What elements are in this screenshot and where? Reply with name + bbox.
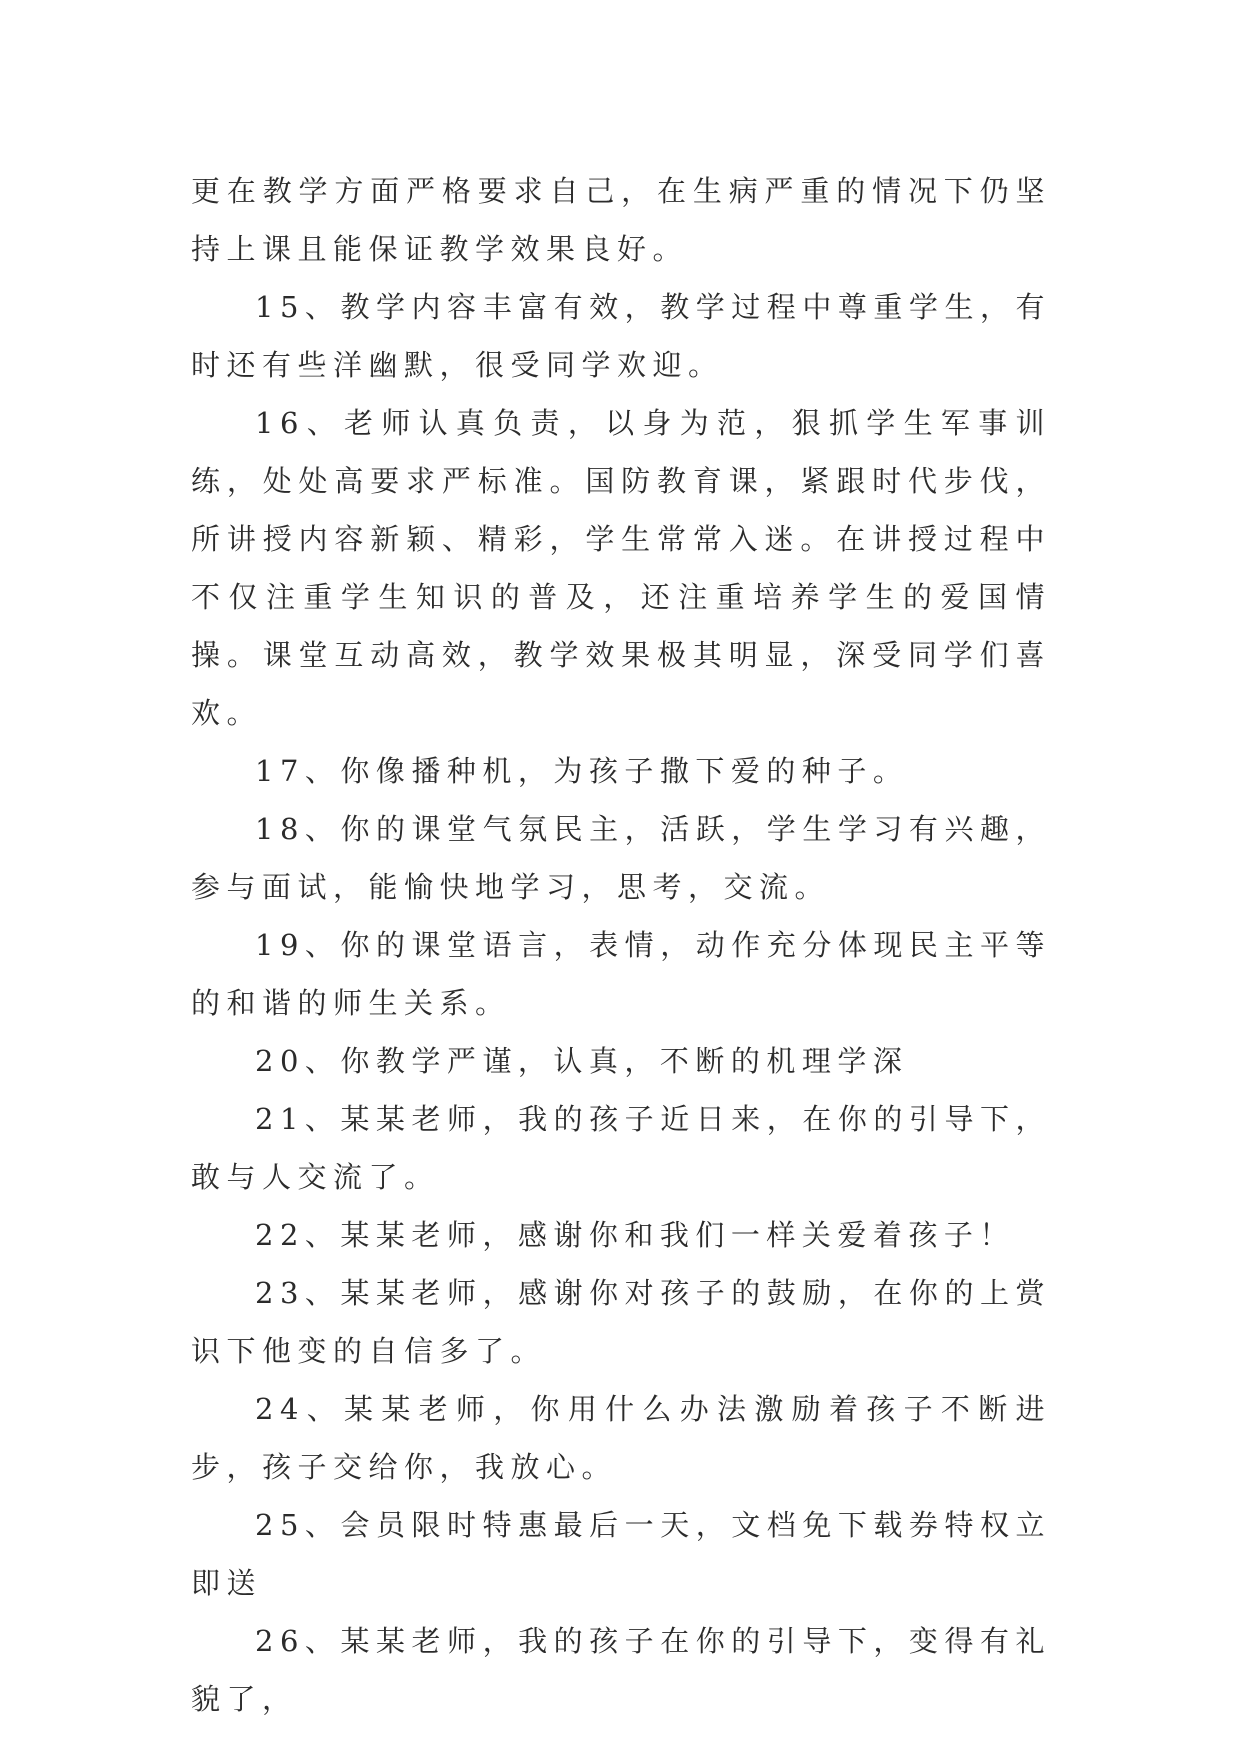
- paragraph-item-21: 21、某某老师，我的孩子近日来，在你的引导下，敢与人交流了。: [191, 1102, 1051, 1194]
- paragraph-item-20: 20、你教学严谨，认真，不断的机理学深: [255, 1044, 909, 1078]
- document-body: [191, 162, 1051, 1728]
- paragraph-continuation: 更在教学方面严格要求自己，在生病严重的情况下仍坚持上课且能保证教学效果良好。: [191, 174, 1051, 266]
- paragraph-item-22: 22、某某老师，感谢你和我们一样关爱着孩子！: [255, 1218, 1015, 1252]
- paragraph-item-24: 24、某某老师，你用什么办法激励着孩子不断进步，孩子交给你，我放心。: [191, 1392, 1051, 1484]
- paragraph-item-26: 26、某某老师，我的孩子在你的引导下，变得有礼貌了，: [191, 1624, 1051, 1716]
- paragraph-item-25: 25、会员限时特惠最后一天，文档免下载券特权立即送: [191, 1508, 1051, 1600]
- paragraph-item-16: 16、老师认真负责，以身为范，狠抓学生军事训练，处处高要求严标准。国防教育课，紧跟时代步伐，所讲授内容新颖、精彩，学生常常入迷。在讲授过程中不仅注重学生知识的普及，还注重培养学生的爱国情操。课堂互动高效，教学效果极其明显，深受同学们喜欢。: [191, 406, 1051, 730]
- paragraph-item-18: 18、你的课堂气氛民主，活跃，学生学习有兴趣，参与面试，能愉快地学习，思考，交流。: [191, 812, 1051, 904]
- paragraph-item-17: 17、你像播种机，为孩子撒下爱的种子。: [255, 754, 909, 788]
- paragraph-item-23: 23、某某老师，感谢你对孩子的鼓励，在你的上赏识下他变的自信多了。: [191, 1276, 1051, 1368]
- paragraph-item-19: 19、你的课堂语言，表情，动作充分体现民主平等的和谐的师生关系。: [191, 928, 1051, 1020]
- paragraph-item-15: 15、教学内容丰富有效，教学过程中尊重学生，有时还有些洋幽默，很受同学欢迎。: [191, 290, 1051, 382]
